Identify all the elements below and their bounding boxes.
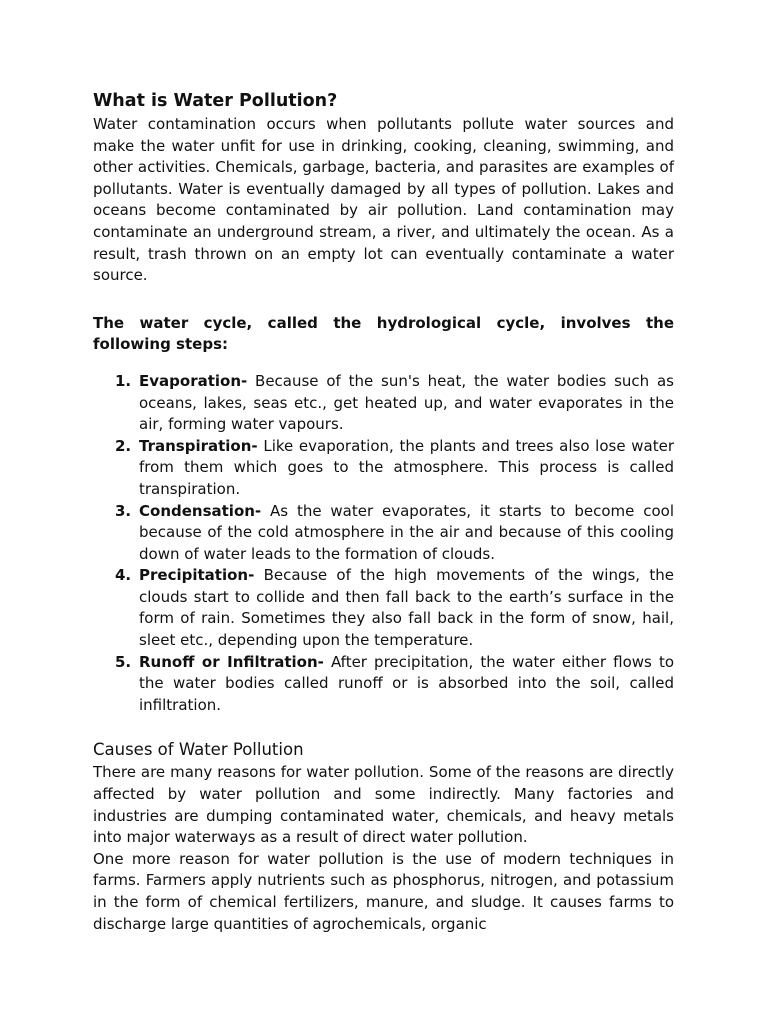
list-item [93,371,674,436]
list-item-number: 5. [115,652,132,671]
list-item-term: Precipitation- [139,566,255,585]
water-cycle-heading: The water cycle, called the hydrological cycle, involves the following steps: [93,313,674,354]
list-item-number: 2. [115,436,132,455]
document-page [93,88,674,935]
causes-paragraph: There are many reasons for water pollution. Some of the reasons are directly affected by water pollution and some indirectly. Many factories and industries are dumping contaminated water, chemicals, and heavy metals into major waterways as a result of direct water pollution. [93,763,674,847]
list-item-term: Transpiration- [139,436,258,455]
list-item-text: Because of the high movements of the wings, the clouds start to collide and then fall back to the earth’s surface in the form of rain. Sometimes they also fall back in the form of snow, hail, sleet etc., depending upon the temperature. [139,566,674,650]
list-item [93,565,674,651]
list-item-text: Because of the sun's heat, the water bodies such as oceans, lakes, seas etc., get heated up, and water evaporates in the air, forming water vapours. [139,371,674,434]
list-item-term: Condensation- [139,501,262,520]
causes-paragraph: One more reason for water pollution is the use of modern techniques in farms. Farmers apply nutrients such as phosphorus, nitrogen, and potassium in the form of chemical fertilizers, manure, and sludge. It causes farms to discharge large quantities of agrochemicals, organic [93,849,674,933]
list-item-number: 4. [115,566,132,585]
list-item-text: As the water evaporates, it starts to become cool because of the cold atmosphere in the air and because of this cooling down of water leads to the formation of clouds. [139,501,674,563]
causes-section-title: Causes of Water Pollution [93,740,304,760]
list-item-term: Evaporation- [139,371,248,390]
intro-paragraph: Water contamination occurs when pollutants pollute water sources and make the water unfit for use in drinking, cooking, cleaning, swimming, and other activities. Chemicals, garbage, bacteria, and parasites are examples of pollutants. Water is eventually damaged by all types of pollution. Lakes and oceans become contaminated by air pollution. Land contamination may contaminate an underground stream, a river, and ultimately the ocean. As a result, trash thrown on an empty lot can eventually contaminate a water source. [93,115,674,285]
list-item [93,652,674,717]
list-item [93,436,674,501]
list-item-text: Like evaporation, the plants and trees also lose water from them which goes to the atmosphere. This process is called transpiration. [139,436,674,498]
causes-section-body [93,762,674,935]
page-title: What is Water Pollution? [93,91,338,111]
list-item-number: 1. [115,371,132,390]
list-item-number: 3. [115,501,132,520]
water-cycle-steps-list [93,371,674,717]
list-item [93,501,674,566]
list-item-text: After precipitation, the water either flows to the water bodies called runoff or is absorbed into the soil, called infiltration. [139,652,675,714]
list-item-term: Runoff or Infiltration- [139,652,324,671]
